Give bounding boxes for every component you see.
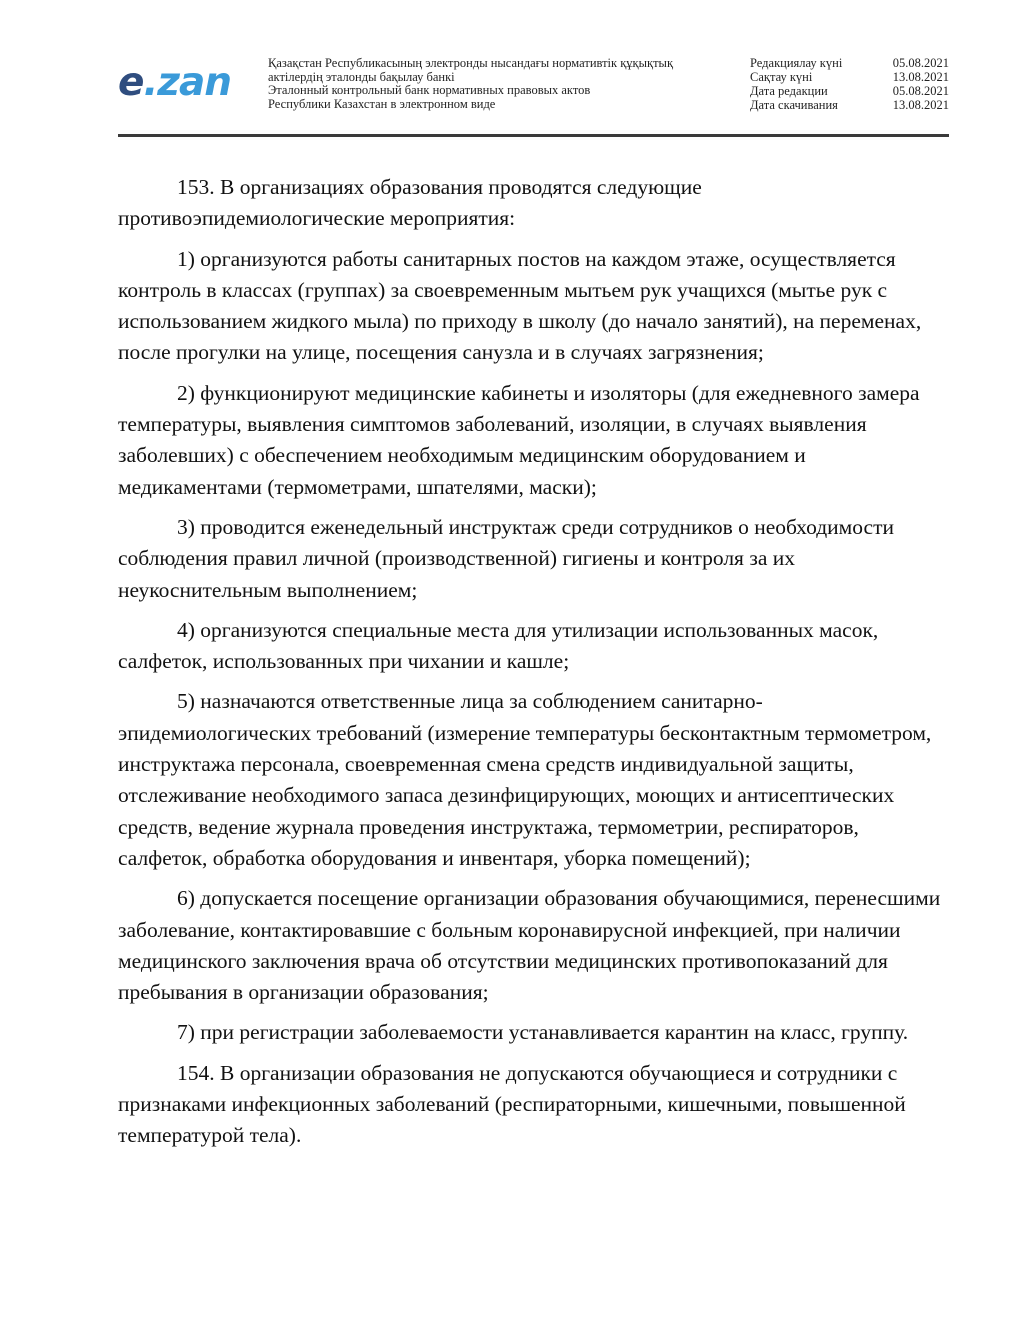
paragraph-153: 153. В организациях образования проводятся следующие противоэпидемиологические мероприятия:: [118, 175, 702, 231]
meta-label: Редакциялау күні: [750, 56, 843, 70]
meta-value: 05.08.2021: [892, 84, 949, 98]
paragraph-154: 154. В организации образования не допускаются обучающиеся и сотрудники с признаками инфекционных заболеваний (респираторными, кишечными, повышенной температурой тела).: [118, 1060, 906, 1148]
description-line: Қазақстан Республикасының электронды нысандағы нормативтік құқықтық: [268, 56, 674, 70]
meta-row-save-date-kz: [750, 70, 949, 84]
meta-row-download-date-ru: [750, 98, 949, 112]
meta-value: 13.08.2021: [892, 70, 949, 84]
meta-label: Дата редакции: [750, 84, 828, 98]
meta-label: Дата скачивания: [750, 98, 838, 112]
document-dates: [750, 56, 949, 112]
ezan-logo[interactable]: [118, 62, 236, 104]
list-item-6: 6) допускается посещение организации образования обучающимися, перенесшими заболевание, контактировавшие с больным коронавирусной инфекцией, при наличии медицинского заключения врача об отсутствии медицинских противопоказаний для пребывания в организации образования;: [118, 886, 941, 1005]
meta-row-edit-date-kz: [750, 56, 949, 70]
meta-label: Сақтау күні: [750, 70, 813, 84]
bank-description: [268, 57, 728, 111]
description-line: актілердің эталонды бақылау банкі: [268, 69, 455, 84]
list-item-1: 1) организуются работы санитарных постов на каждом этаже, осуществляется контроль в классах (группах) за своевременным мытьем рук учащихся (мытье рук с использованием жидкого мыла) по приходу в школу (до начало занятий), на переменах, после прогулки на улице, посещения санузла и в случаях загрязнения;: [118, 246, 922, 365]
logo-letter-e: e: [118, 60, 144, 105]
list-item-5: 5) назначаются ответственные лица за соблюдением санитарно-эпидемиологических требований (измерение температуры бесконтактным термометром, инструктажа персонала, своевременная смена средств индивидуальной защиты, отслеживание необходимого запаса дезинфицирующих, моющих и антисептических средств, ведение журнала проведения инструктажа, термометрии, респираторов, салфеток, обработка оборудования и инвентаря, уборка помещений);: [118, 689, 932, 870]
description-line: Республики Казахстан в электронном виде: [268, 96, 496, 111]
document-header: [118, 52, 949, 137]
list-item-4: 4) организуются специальные места для утилизации использованных масок, салфеток, использованных при чихании и кашле;: [118, 617, 879, 674]
description-line: Эталонный контрольный банк нормативных правовых актов: [268, 83, 591, 97]
logo-text-zan: zan: [157, 60, 232, 105]
list-item-7: 7) при регистрации заболеваемости устанавливается карантин на класс, группу.: [177, 1020, 909, 1045]
document-body: [118, 172, 944, 1161]
meta-value: 05.08.2021: [892, 56, 949, 70]
meta-row-edit-date-ru: [750, 84, 949, 98]
meta-value: 13.08.2021: [892, 98, 949, 112]
logo-dot: .: [143, 60, 158, 105]
list-item-3: 3) проводится еженедельный инструктаж среди сотрудников о необходимости соблюдения правил личной (производственной) гигиены и контроля за их неукоснительным выполнением;: [118, 514, 894, 602]
list-item-2: 2) функционируют медицинские кабинеты и изоляторы (для ежедневного замера температуры, выявления симптомов заболеваний, изоляции, в случаях выявления заболевших) с обеспечением необходимым медицинским оборудованием и медикаментами (термометрами, шпателями, маски);: [118, 380, 920, 499]
